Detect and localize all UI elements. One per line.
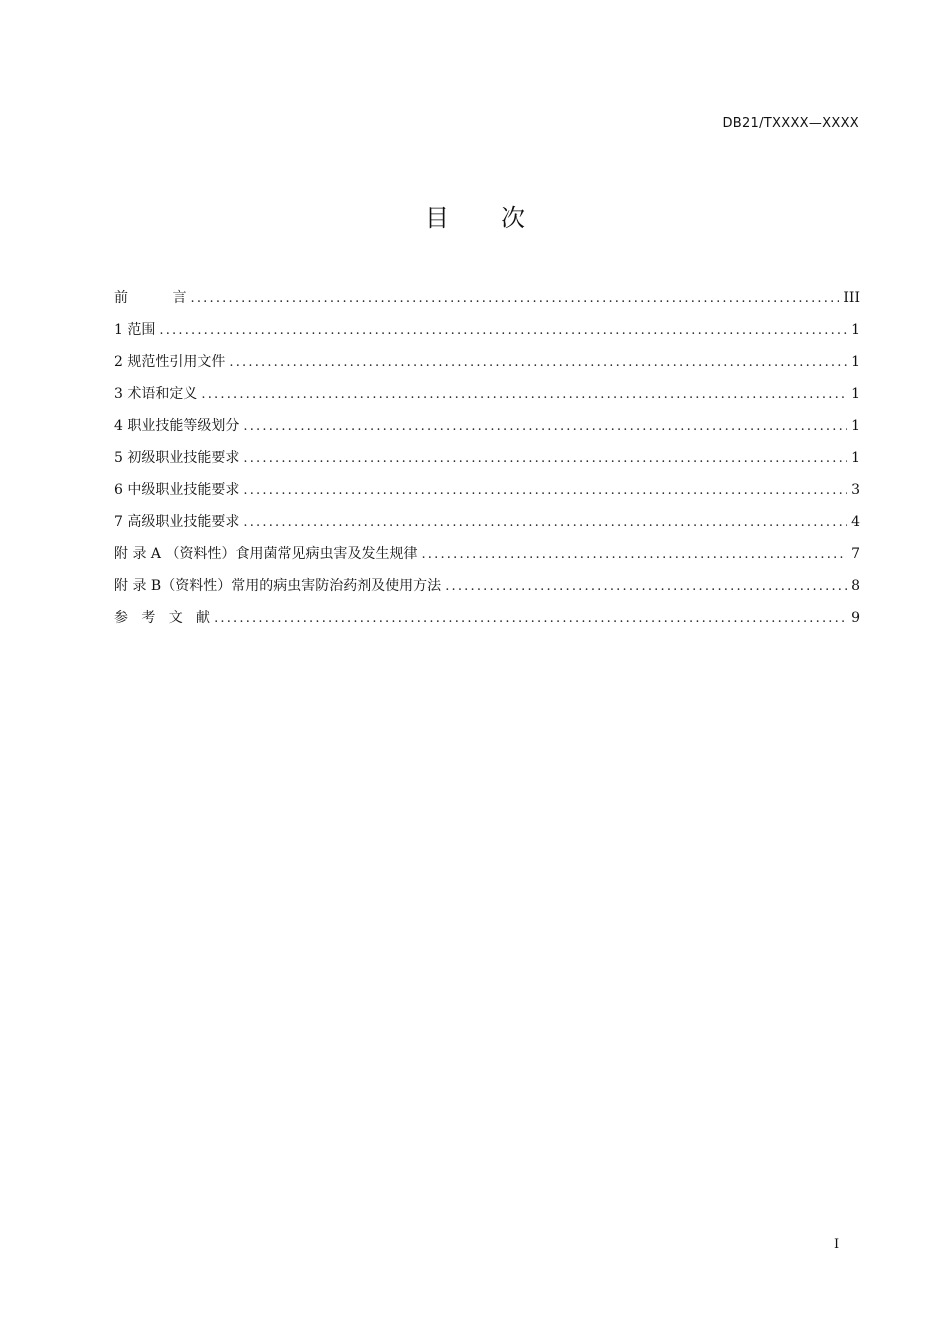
toc-list bbox=[114, 287, 860, 639]
toc-entry-page: 1 bbox=[851, 322, 860, 338]
toc-leader-dots bbox=[243, 515, 847, 530]
toc-entry-label: 3 术语和定义 bbox=[114, 386, 198, 402]
toc-entry-page: III bbox=[843, 290, 860, 306]
toc-leader-dots bbox=[191, 291, 840, 306]
toc-leader-dots bbox=[243, 451, 847, 466]
toc-leader-dots bbox=[243, 419, 847, 434]
toc-entry-page: 7 bbox=[851, 546, 860, 562]
toc-entry-label: 前 言 bbox=[114, 290, 187, 306]
toc-leader-dots bbox=[159, 323, 847, 338]
toc-entry-page: 9 bbox=[851, 610, 860, 626]
toc-leader-dots bbox=[243, 483, 847, 498]
toc-entry-page: 3 bbox=[851, 482, 860, 498]
toc-entry-scope[interactable] bbox=[114, 319, 860, 351]
toc-leader-dots bbox=[201, 387, 847, 402]
toc-entry-page: 1 bbox=[851, 386, 860, 402]
toc-leader-dots bbox=[214, 611, 847, 626]
toc-entry-label: 附 录 B（资料性）常用的病虫害防治药剂及使用方法 bbox=[114, 578, 442, 594]
toc-leader-dots bbox=[421, 547, 847, 562]
toc-entry-page: 1 bbox=[851, 450, 860, 466]
toc-entry-label: 7 高级职业技能要求 bbox=[114, 514, 240, 530]
toc-entry-normative-references[interactable] bbox=[114, 351, 860, 383]
toc-leader-dots bbox=[445, 579, 847, 594]
toc-entry-page: 1 bbox=[851, 418, 860, 434]
toc-entry-preface[interactable] bbox=[114, 287, 860, 319]
toc-entry-page: 1 bbox=[851, 354, 860, 370]
page-number: I bbox=[834, 1237, 840, 1252]
toc-entry-label: 6 中级职业技能要求 bbox=[114, 482, 240, 498]
toc-entry-appendix-b[interactable] bbox=[114, 575, 860, 607]
toc-title bbox=[0, 198, 950, 233]
toc-title-right: 次 bbox=[501, 204, 525, 232]
toc-entry-label: 2 规范性引用文件 bbox=[114, 354, 226, 370]
toc-entry-label: 1 范围 bbox=[114, 322, 156, 338]
toc-entry-terms-definitions[interactable] bbox=[114, 383, 860, 415]
toc-entry-skill-levels[interactable] bbox=[114, 415, 860, 447]
toc-entry-intermediate-requirements[interactable] bbox=[114, 479, 860, 511]
toc-entry-senior-requirements[interactable] bbox=[114, 511, 860, 543]
document-code: DB21/TXXXX—XXXX bbox=[722, 116, 859, 131]
toc-entry-page: 4 bbox=[851, 514, 860, 530]
toc-entry-label: 附 录 A （资料性）食用菌常见病虫害及发生规律 bbox=[114, 546, 418, 562]
toc-entry-label: 5 初级职业技能要求 bbox=[114, 450, 240, 466]
toc-entry-label: 4 职业技能等级划分 bbox=[114, 418, 240, 434]
toc-entry-bibliography[interactable] bbox=[114, 607, 860, 639]
toc-entry-page: 8 bbox=[851, 578, 860, 594]
toc-leader-dots bbox=[229, 355, 847, 370]
toc-entry-junior-requirements[interactable] bbox=[114, 447, 860, 479]
toc-entry-label: 参 考 文 献 bbox=[114, 610, 211, 626]
toc-title-left: 目 bbox=[425, 204, 449, 232]
toc-entry-appendix-a[interactable] bbox=[114, 543, 860, 575]
